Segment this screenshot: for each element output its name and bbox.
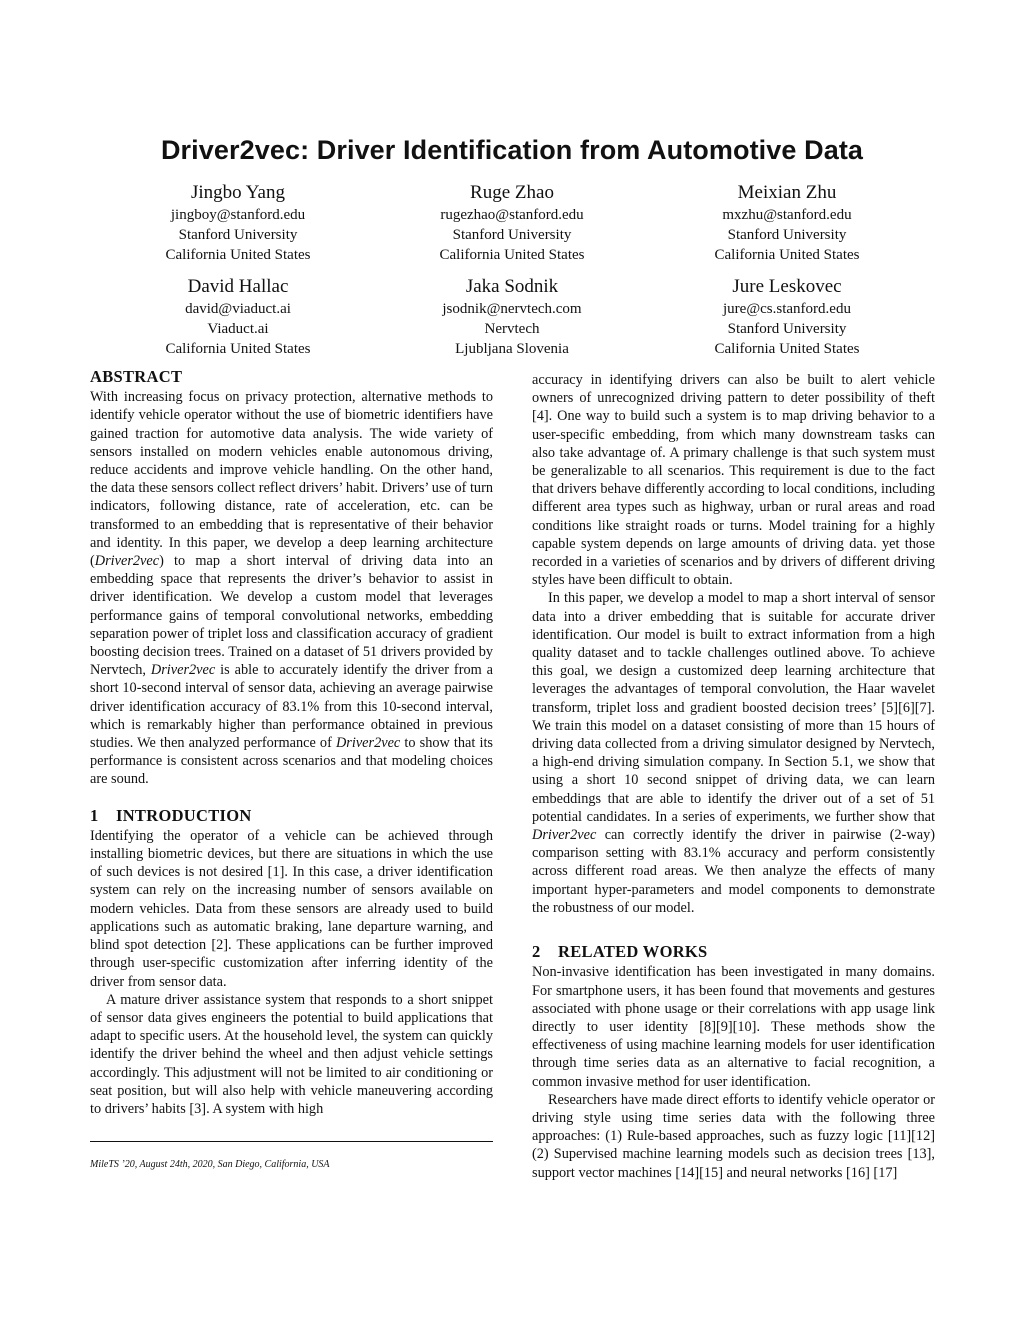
author-location: California United States [439,247,585,263]
paper-title: Driver2vec: Driver Identification from Automotive Data [160,135,864,165]
intro-paragraph-4: In this paper, we develop a model to map a short interval of sensor data into a driver embedding that is suitable for accurate driver identification. Our model is built to extract information from a high quality dataset and to tackle challenges outlined above. To achieve this goal, we design a customized deep learning architecture that leverages the advantages of temporal convolution, the Haar wavelet transform, triplet loss and gradient boosted decision trees’ [5][6][7]. We train this model on a dataset consisting of more than 15 hours of driving data collected from a driving simulator designed by Nervtech, a high-end driving simulation company. In Section 5.1, we show that using a short 10 second snippet of driving data, we can learn embeddings that are able to identify the driver out of a set of 51 potential candidates. In a series of experiments, we further show that Driver2vec can correctly identify the driver in pairwise (2-way) comparison setting with 83.1% accuracy and perform consistently across different road areas. We then analyze the effects of many important hyper-parameters and model components to demonstrate the robustness of our model. [532,590,935,916]
author-name: Jure Leskovec [732,276,842,297]
related-paragraph-2: Researchers have made direct efforts to identify vehicle operator or driving style using time series data with the following three approaches: (1) Rule-based approaches, such as fuzzy logic [11][12] (2) Supervised machine learning models such as decision trees [13], support vector machines [14][15] and neural networks [16] [17] [532,1091,935,1181]
author-email: jsodnik@nervtech.com [442,301,582,317]
author-affiliation: Nervtech [484,321,540,337]
author-email: mxzhu@stanford.edu [722,207,852,223]
footnote-rule [90,1141,493,1142]
author-name: Ruge Zhao [470,182,554,203]
left-column [90,368,493,1118]
author-email: david@viaduct.ai [185,301,291,317]
right-column [532,371,935,1182]
author-block [362,181,662,265]
author-name: Jingbo Yang [191,182,285,203]
author-block [637,181,937,265]
abstract-text: With increasing focus on privacy protection, alternative methods to identify vehicle operator without the use of biometric identifiers have gained traction for automotive data analysis. The wide variety of sensors installed on modern vehicles enable autonomous driving, reduce accidents and improve vehicle handling. On the other hand, the data these sensors collect reflect drivers’ habit. Drivers’ use of turn indicators, following distance, rate of acceleration, etc. can be transformed to an embedding that is representative of their behavior and identity. In this paper, we develop a deep learning architecture (Driver2vec) to map a short interval of driving data into an embedding space that represents the driver’s behavior to assist in driver identification. We develop a custom model that leverages performance gains of temporal convolutional networks, embedding separation power of triplet loss and classification accuracy of gradient boosting decision trees. Trained on a dataset of 51 drivers provided by Nervtech, Driver2vec is able to accurately identify the driver from a short 10-second interval of sensor data, achieving an average pairwise driver identification accuracy of 83.1% from this 10-second interval, which is remarkably higher than performance obtained in previous studies. We then analyzed performance of Driver2vec to show that its performance is consistent across scenarios and that modeling choices are sound. [90,389,493,788]
author-block [637,275,937,359]
author-affiliation: Stanford University [452,227,572,243]
author-email: jingboy@stanford.edu [170,207,306,223]
intro-paragraph-1: Identifying the operator of a vehicle can be achieved through installing biometric devices, but there are situations in which the use of such devices is not desired [1]. In this case, a driver identification system can rely on the increasing number of sensors available on modern vehicles. Data from these sensors are already used to build applications such as automatic braking, lane departure warning, and blind spot detection [2]. These applications can be further improved through user-specific customization after inferring identity of the driver from sensor data. [90,827,493,990]
related-works-heading: 2 RELATED WORKS [532,942,708,962]
author-location: California United States [165,247,311,263]
author-block [362,275,662,359]
author-email: rugezhao@stanford.edu [440,207,584,223]
intro-paragraph-2: A mature driver assistance system that responds to a short snippet of sensor data gives engineers the potential to build applications that adapt to specific users. At the household level, the system can quickly identify the driver behind the wheel and then adjust vehicle settings accordingly. This adjustment will not be limited to air conditioning or seat position, but will also help with vehicle maneuvering according to drivers’ habits [3]. A system with high [90,991,493,1117]
author-name: Meixian Zhu [737,182,837,203]
author-name: David Hallac [187,276,289,297]
footnote: MileTS ’20, August 24th, 2020, San Diego, California, USA [90,1159,330,1170]
author-location: California United States [714,341,860,357]
author-affiliation: Stanford University [727,321,847,337]
intro-paragraph-3: accuracy in identifying drivers can also be built to alert vehicle owners of unrecognized driving pattern to deter possibility of theft [4]. One way to build such a system is to map driving behavior to a user-specific embedding, from which many downstream tasks can also take advantage of. A primary challenge is that such system must be generalizable to all scenarios. This requirement is due to the fact that drivers behave differently according to local conditions, including different area types such as highway, urban or rural areas and road conditions like straight roads or turns. Model training for a highly capable system depends on large amounts of driving data. yet those recorded in a varieties of scenarios and by drivers of different driving styles have been difficult to obtain. [532,372,935,589]
author-affiliation: Viaduct.ai [207,321,269,337]
author-email: jure@cs.stanford.edu [723,301,851,317]
related-paragraph-1: Non-invasive identification has been investigated in many domains. For smartphone users, it has been found that movements and gestures associated with phone usage or their correlations with app usage link directly to user identity [8][9][10]. These methods show the effectiveness of using machine learning models for user identification through time series data as an alternative to facial recognition, a common invasive method for user identification. [532,964,935,1090]
author-block [88,275,388,359]
author-affiliation: Stanford University [178,227,298,243]
introduction-heading: 1 INTRODUCTION [90,805,252,825]
author-name: Jaka Sodnik [465,276,559,297]
abstract-heading: ABSTRACT [90,367,183,386]
author-location: California United States [165,341,311,357]
author-location: California United States [714,247,860,263]
author-location: Ljubljana Slovenia [455,341,569,357]
author-block [88,181,388,265]
author-affiliation: Stanford University [727,227,847,243]
